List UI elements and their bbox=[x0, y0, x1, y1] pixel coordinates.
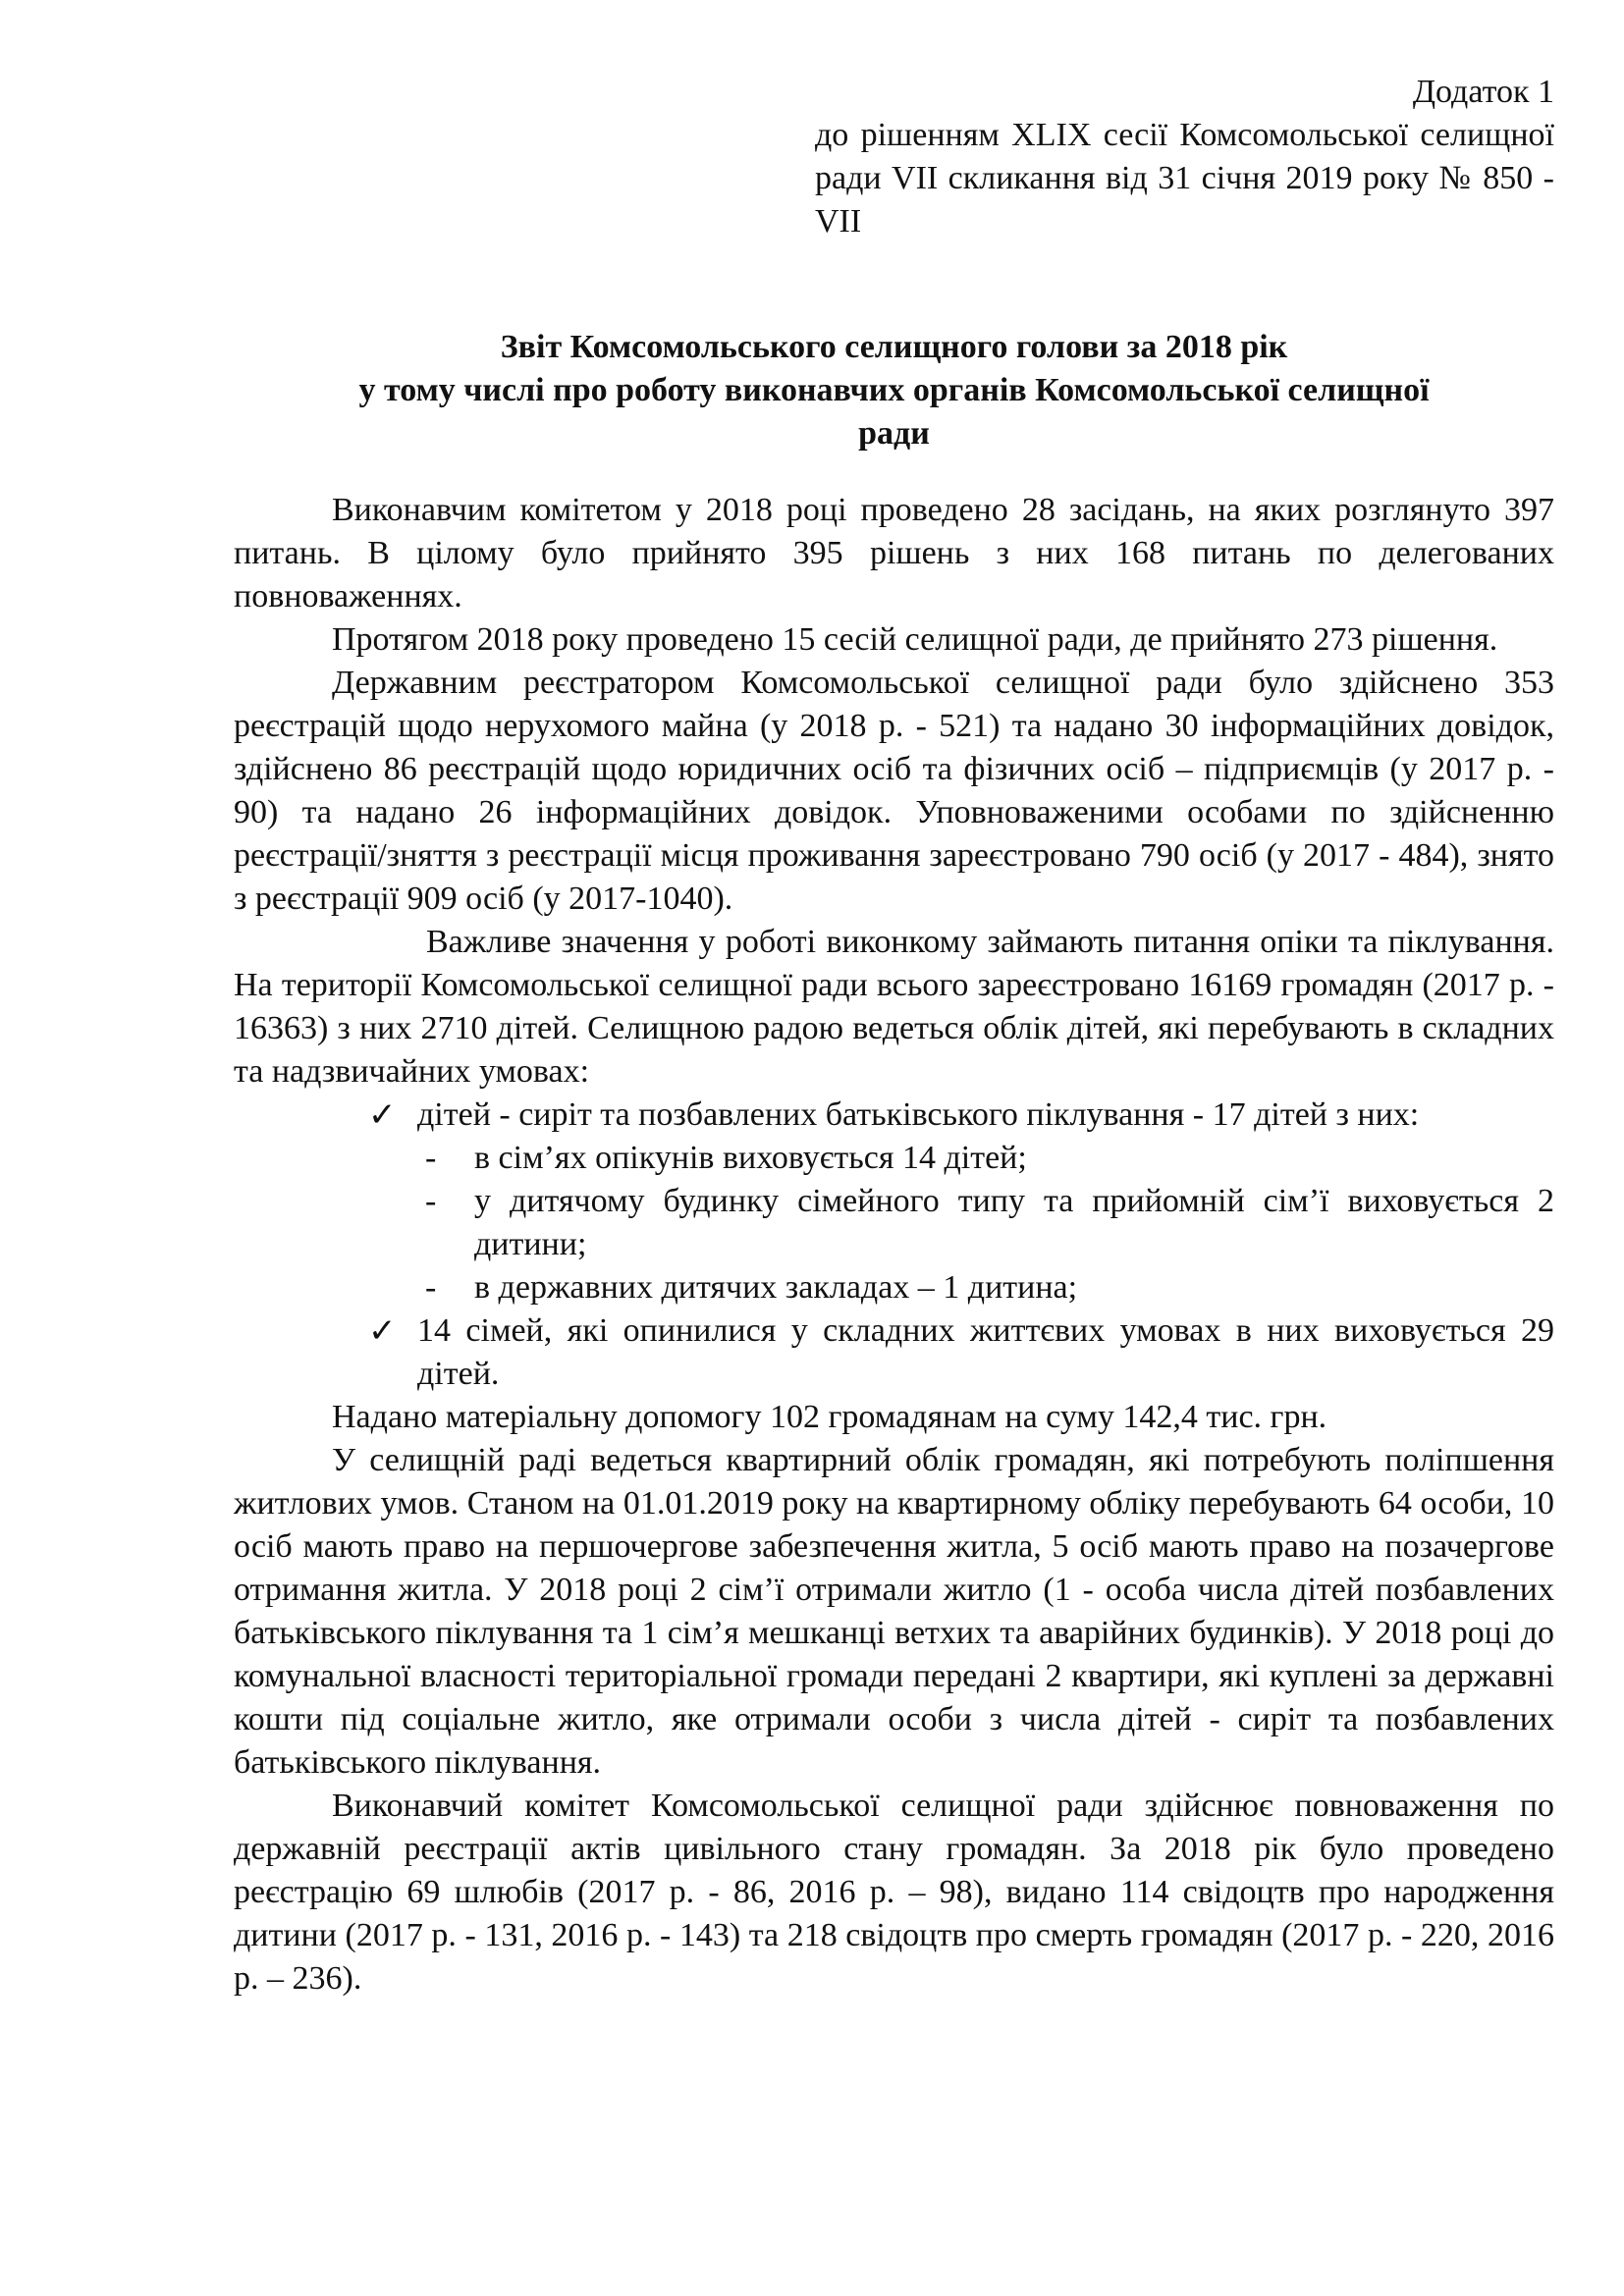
sub-item-state-institutions: в державних дитячих закладах – 1 дитина; bbox=[474, 1269, 1078, 1306]
paragraph-state-registrar: Державним реєстратором Комсомольської селищної ради було здійснено 353 реєстрацій щодо нерухомого майна (у 2018 р. - 521) та надано 30 інформаційних довідок, здійснено 86 реєстрацій щодо юридичних осіб та фізичних осіб – підприємців (у 2017 р. - 90) та надано 26 інформаційних довідок. Уповноваженими особами по здійсненню реєстрації/зняття з реєстрації місця проживання зареєстровано 790 осіб (у 2017 - 484), знято з реєстрації 909 осіб (у 2017-1040). bbox=[234, 665, 1554, 917]
appendix-decision-reference: до рішенням XLIX сесії Комсомольської селищної ради VII скликання від 31 січня 2019 року № 850 -VII bbox=[815, 117, 1554, 240]
paragraph-executive-committee: Виконавчим комітетом у 2018 році проведено 28 засідань, на яких розглянуто 397 питань. В цілому було прийнято 395 рішень з них 168 питань по делегованих повноваженнях. bbox=[234, 492, 1554, 614]
appendix-title: Додаток 1 bbox=[1412, 74, 1554, 110]
sub-item-family-type-home: у дитячому будинку сімейного типу та прийомній сім’ї виховується 2 дитини; bbox=[474, 1183, 1554, 1262]
list-item bbox=[425, 1180, 1554, 1266]
report-title-line-3: ради bbox=[858, 415, 930, 452]
list-item bbox=[425, 1266, 1554, 1309]
checkmark-icon: ✓ bbox=[368, 1311, 397, 1351]
orphans-sub-list bbox=[425, 1137, 1554, 1309]
paragraph-material-aid: Надано матеріальну допомогу 102 громадянам на суму 142,4 тис. грн. bbox=[332, 1399, 1327, 1435]
report-body bbox=[234, 489, 1554, 2001]
list-item bbox=[368, 1094, 1554, 1309]
sub-item-guardian-families: в сім’ях опікунів виховується 14 дітей; bbox=[474, 1140, 1027, 1176]
list-item bbox=[425, 1137, 1554, 1180]
appendix-header bbox=[815, 71, 1554, 243]
document-page bbox=[234, 71, 1554, 2001]
paragraph-guardianship: Важливе значення у роботі виконкому займають питання опіки та піклування. На території Комсомольської селищної ради всього зареєстровано 16169 громадян (2017 р. - 16363) з них 2710 дітей. Селищною радою ведеться облік дітей, які перебувають в складних та надзвичайних умовах: bbox=[234, 924, 1554, 1090]
list-item-orphans: дітей - сиріт та позбавлених батьківського піклування - 17 дітей з них: bbox=[417, 1096, 1420, 1133]
paragraph-housing-registry: У селищній раді ведеться квартирний облік громадян, які потребують поліпшення житлових умов. Станом на 01.01.2019 року на квартирному обліку перебувають 64 особи, 10 осіб мають право на першочергове забезпечення житла, 5 осіб мають право на позачергове отримання житла. У 2018 році 2 сім’ї отримали житло (1 - особа числа дітей позбавлених батьківського піклування та 1 сім’я мешканці ветхих та аварійних будинків). У 2018 році до комунальної власності територіальної громади передані 2 квартири, які куплені за державні кошти під соціальне житло, яке отримали особи з числа дітей - сиріт та позбавлених батьківського піклування. bbox=[234, 1442, 1554, 1781]
paragraph-sessions: Протягом 2018 року проведено 15 сесій селищної ради, де прийнято 273 рішення. bbox=[332, 621, 1498, 658]
list-item bbox=[368, 1309, 1554, 1396]
report-title bbox=[234, 326, 1554, 455]
report-title-line-1: Звіт Комсомольського селищного голови за 2018 рік bbox=[500, 329, 1288, 365]
dash-marker: - bbox=[425, 1183, 437, 1219]
children-check-list bbox=[368, 1094, 1554, 1396]
dash-marker: - bbox=[425, 1140, 437, 1176]
dash-marker: - bbox=[425, 1269, 437, 1306]
checkmark-icon: ✓ bbox=[368, 1095, 397, 1135]
list-item-difficult-families: 14 сімей, які опинилися у складних життєвих умовах в них виховується 29 дітей. bbox=[417, 1312, 1554, 1392]
paragraph-civil-registration: Виконавчий комітет Комсомольської селищної ради здійснює повноваження по державній реєстрації актів цивільного стану громадян. За 2018 рік було проведено реєстрацію 69 шлюбів (2017 р. - 86, 2016 р. – 98), видано 114 свідоцтв про народження дитини (2017 р. - 131, 2016 р. - 143) та 218 свідоцтв про смерть громадян (2017 р. - 220, 2016 р. – 236). bbox=[234, 1788, 1554, 1997]
report-title-line-2: у тому числі про роботу виконавчих органів Комсомольської селищної bbox=[358, 372, 1430, 408]
